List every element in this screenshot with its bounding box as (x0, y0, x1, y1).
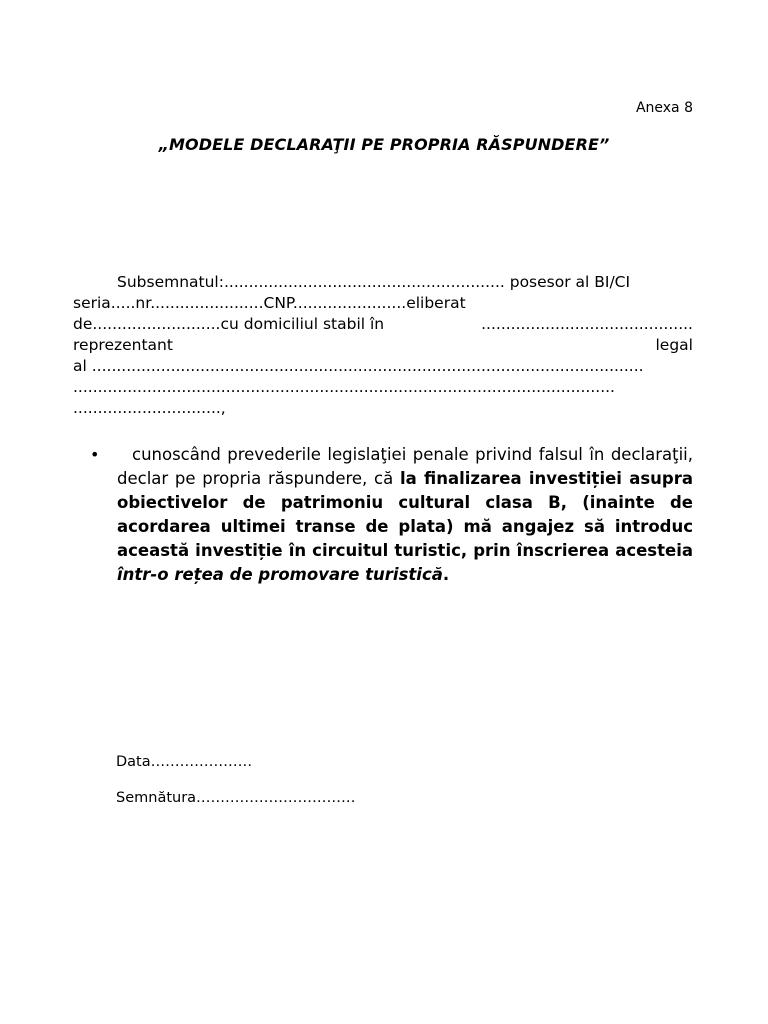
declaration-line-6: .............................................................................................................. (73, 378, 615, 396)
declaration-block (73, 272, 693, 419)
bullet-icon: • (90, 445, 100, 464)
declaration-line-4-right: legal (655, 336, 693, 354)
bullet-text-bold: la finalizarea investiției asupra obiectivelor de patrimoniu cultural clasa B, (inainte de acordarea ultimei transe de plata) mă angajez să introduc această investiție în circuitul turistic, prin înscrierea acesteia (117, 469, 693, 560)
date-line: Data………………… (116, 754, 253, 770)
declaration-line-4 (73, 335, 693, 356)
declaration-line-3-right: ........................................... (481, 315, 693, 333)
bullet-paragraph (90, 443, 693, 587)
document-title: „MODELE DECLARAŢII PE PROPRIA RĂSPUNDERE” (158, 135, 610, 154)
bullet-text (117, 443, 693, 587)
bullet-text-end: . (442, 565, 450, 584)
bullet-text-normal: cunoscând prevederile legislaţiei penale privind falsul în declaraţii, declar pe propria răspundere, că (117, 445, 693, 488)
bullet-text-bold-italic: într-o rețea de promovare turistică (117, 565, 443, 584)
signature-line: Semnătura…………………………… (116, 790, 356, 806)
declaration-line-1: Subsemnatul:......................................................... posesor al BI/CI (117, 273, 631, 291)
declaration-line-5: al ................................................................................................................ (73, 357, 644, 375)
declaration-line-3-left: de..........................cu domiciliul stabil în (73, 315, 385, 333)
declaration-line-4-left: reprezentant (73, 336, 173, 354)
annex-label: Anexa 8 (635, 100, 693, 116)
declaration-line-2: seria.....nr.......................CNP.......................eliberat (73, 294, 466, 312)
declaration-line-3 (73, 314, 693, 335)
declaration-line-7: .............................., (73, 399, 226, 417)
